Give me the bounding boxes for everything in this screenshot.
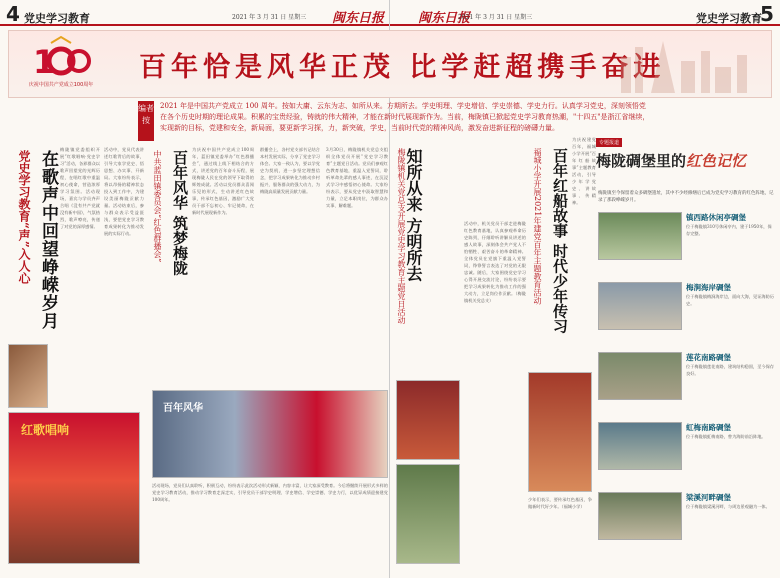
right-page-header — [390, 4, 780, 26]
article-4-subtitle: 福城小学开展2021年建党百年主题教育活动 — [533, 148, 542, 305]
article-1-photo-stage: 红歌唱响 — [8, 412, 140, 564]
right-section-name: 党史学习教育 — [696, 12, 762, 25]
bunker-photo — [598, 492, 682, 540]
bunker-text: 位于梅陇镇梁溪河畔，与周边景观融为一体。 — [686, 504, 770, 509]
bunker-photo — [598, 422, 682, 470]
article-2-photo-group: 百年风华 — [152, 390, 388, 478]
editor-note-text: 2021 年是中国共产党成立 100 周年。按如大庸、云东为志、如所从来。方期所去。学史明理、学史增信、学史崇德、学史力行。认真学习党史，深刻领悟党在各个历史时期的理论成果。积累的宝贵经验，铸就的伟大精神，才能在新时代展现新作为。当前，梅陇镇已掀起党史学习教育热潮，"十四五"是浙江省继续，实现新的目标，党建和安全，新局面，要更新学习探，力，新突破，学史，当前时代党的精神风尚，激发奋进新征程的磅礴力量。 — [160, 102, 650, 132]
article-2-title: 百年风华 筑梦梅陇 — [171, 150, 189, 276]
sidebar-header — [596, 138, 776, 190]
bunker-name: 镇西路休闲亭碉堡 — [686, 213, 746, 222]
article-1-body: 梅陇镇党委组织开展“红歌唱响·党史学习”活动，各界群众以歌声回望党的光辉历程，在唱红歌中重温初心使命，营造浓厚学习氛围。活动现场，嘉宾与学员齐声合唱《没有共产党就没有新中国》，气氛热烈，歌声嘹亮，传递了对党的深厚感情。 — [60, 147, 100, 229]
right-date: 2021 年 3 月 31 日 星期三 — [458, 14, 533, 21]
article-2-body-3: 活动现场，党员们认真聆听，积极互动，纷纷表示此次活动形式新颖、内容丰富，让大家深受教育。今后将继续开展形式多样的党史学习教育活动，推动学习教育走深走实，引导党员干部学史明理、学史增信、学史崇德、学史力行，以优异成绩迎接建党100周年。 — [152, 483, 388, 502]
bunker-text: 位于梅陇镇梅涧海岸边，面向大海，见证海防历史。 — [686, 294, 774, 306]
article-4-photo-students — [528, 372, 592, 492]
sidebar-intro: 梅陇镇至今保留着众多碉堡遗址，其中不少经修缮后已成为党史学习教育的红色阵地，记录了那段峥嵘岁月。 — [598, 191, 774, 203]
article-2-subtitle: 中共蓝田镇委员会“红色群播会” — [153, 150, 162, 263]
left-date: 2021 年 3 月 31 日 星期三 — [232, 14, 307, 21]
bunker-photo — [598, 212, 682, 260]
article-1-body-2: 活动中，党员代表讲述红歌背后的故事，引导大家学党史、悟思想、办实事、开新局。大家纷纷表示，将以昂扬的精神状态投入到工作中，为建设美丽梅陇贡献力量。活动结束后，参与群众表示受益匪浅，要把党史学习教育成果转化为推动发展的实际行动。 — [104, 147, 144, 236]
bunker-name: 虹梅南路碉堡 — [686, 423, 731, 432]
svg-text:1: 1 — [33, 43, 56, 79]
bunker-name: 梁溪河畔碉堡 — [686, 493, 731, 502]
sidebar-title-art: 红色记忆 — [686, 152, 747, 170]
left-logo: 闽东日报 — [332, 11, 385, 26]
article-4-body: 为庆祝建党百年，福城小学开展“百年红船故事”主题教育活动，引导少年学党史、讲故事、传精神。 — [572, 137, 596, 205]
bunker-name: 莲花南路碉堡 — [686, 353, 731, 362]
article-3-subtitle: 梅陇镇机关党总支开展党史学习教育主题党日活动 — [397, 148, 406, 324]
sidebar-tag: 专题报道 — [596, 138, 622, 147]
article-1-title: 在歌声中回望峥嵘岁月 — [38, 150, 58, 330]
emblem-caption: 庆祝中国共产党成立100周年 — [28, 82, 94, 88]
right-logo: 闽东日报 — [418, 11, 471, 26]
article-3-title: 知所从来 方明所去 — [404, 148, 423, 282]
left-page-header — [0, 4, 389, 26]
skyline-decoration-icon — [611, 37, 761, 93]
article-2-body: 为庆祝中国共产党成立100周年，蓝田镇党委举办“红色群播会”，通过线上线下相结合的方式，讲述党的百年奋斗历程，展现梅陇人民在党的领导下取得的辉煌成就。活动以党员群众喜闻乐见的形式，生动讲述红色故事，传承红色基因，激励广大党员干部不忘初心、牢记使命，在新时代展现新作为。 — [192, 147, 254, 215]
article-3-photo-visit — [396, 464, 460, 564]
article-4-title: 百年红船故事 时代少年传习 — [551, 148, 569, 334]
right-page-number: 5 — [760, 2, 774, 26]
article-1-subtitle: 党史学习教育“声”入人心 — [17, 150, 31, 284]
bunker-text: 位于梅陇镇310号休闲亭内，建于1950年，保存完整。 — [686, 224, 772, 236]
bunker-name: 梅涧海岸碉堡 — [686, 283, 731, 292]
bunker-photo — [598, 352, 682, 400]
article-2-body-2: 群播会上，各村党支部书记结合本村发展实际，分享了党史学习体会。大家一致认为，要以学党史为契机，进一步坚定理想信念，把学习成果转化为推动乡村振兴、服务群众的强大动力，为梅陇高质量发展贡献力量。 — [260, 147, 320, 194]
sidebar-title — [596, 150, 746, 171]
sidebar-title-plain: 梅陇碉堡里的 — [596, 152, 687, 170]
banner-title: 百年恰是风华正茂 比学赶超携手奋进 — [139, 52, 666, 83]
article-4-body-3: 少年们表示，要传承红色基因，争做新时代好少年。（福城小学） — [528, 497, 592, 509]
bunker-text: 位于梅陇镇莲花南路，建筑结构稳固，至今保存良好。 — [686, 364, 774, 376]
bunker-text: 位于梅陇镇虹梅南路，曾为海防前沿阵地。 — [686, 434, 766, 439]
article-3-photo-oath — [396, 380, 460, 460]
bunker-photo — [598, 282, 682, 330]
banner — [8, 30, 772, 98]
article-3-body-2: 活动中，机关党员干部走进梅陇红色教育基地，认真参观革命历史陈列，仔细聆听讲解员讲述的感人故事，深刻体会共产党人不怕牺牲、艰苦奋斗的革命精神。全体党员在党旗下重温入党誓词，铮铮誓言表达了对党的无限忠诚。随后，大家围绕党史学习心得开展交流讨论，纷纷表示要把学习成果转化为推动工作的强大动力，立足岗位作贡献。（梅陇镇机关党总支） — [464, 221, 526, 303]
editor-note-tag: 编者按 — [138, 101, 154, 141]
centenary-emblem-icon — [31, 35, 91, 79]
left-page-number: 4 — [6, 2, 20, 26]
article-1-photo-singers — [8, 344, 48, 408]
left-section-name: 党史学习教育 — [24, 12, 90, 25]
article-3-body: 3月30日，梅陇镇机关党总支组织全体党员开展“党史学习教育”主题党日活动。党员们参观红色教育基地，重温入党誓词，聆听革命先辈的感人事迹，在沉浸式学习中感悟初心使命。大家纷纷表示，要从党史中汲取智慧和力量，立足本职岗位，为群众办实事、解难题。 — [326, 147, 388, 208]
